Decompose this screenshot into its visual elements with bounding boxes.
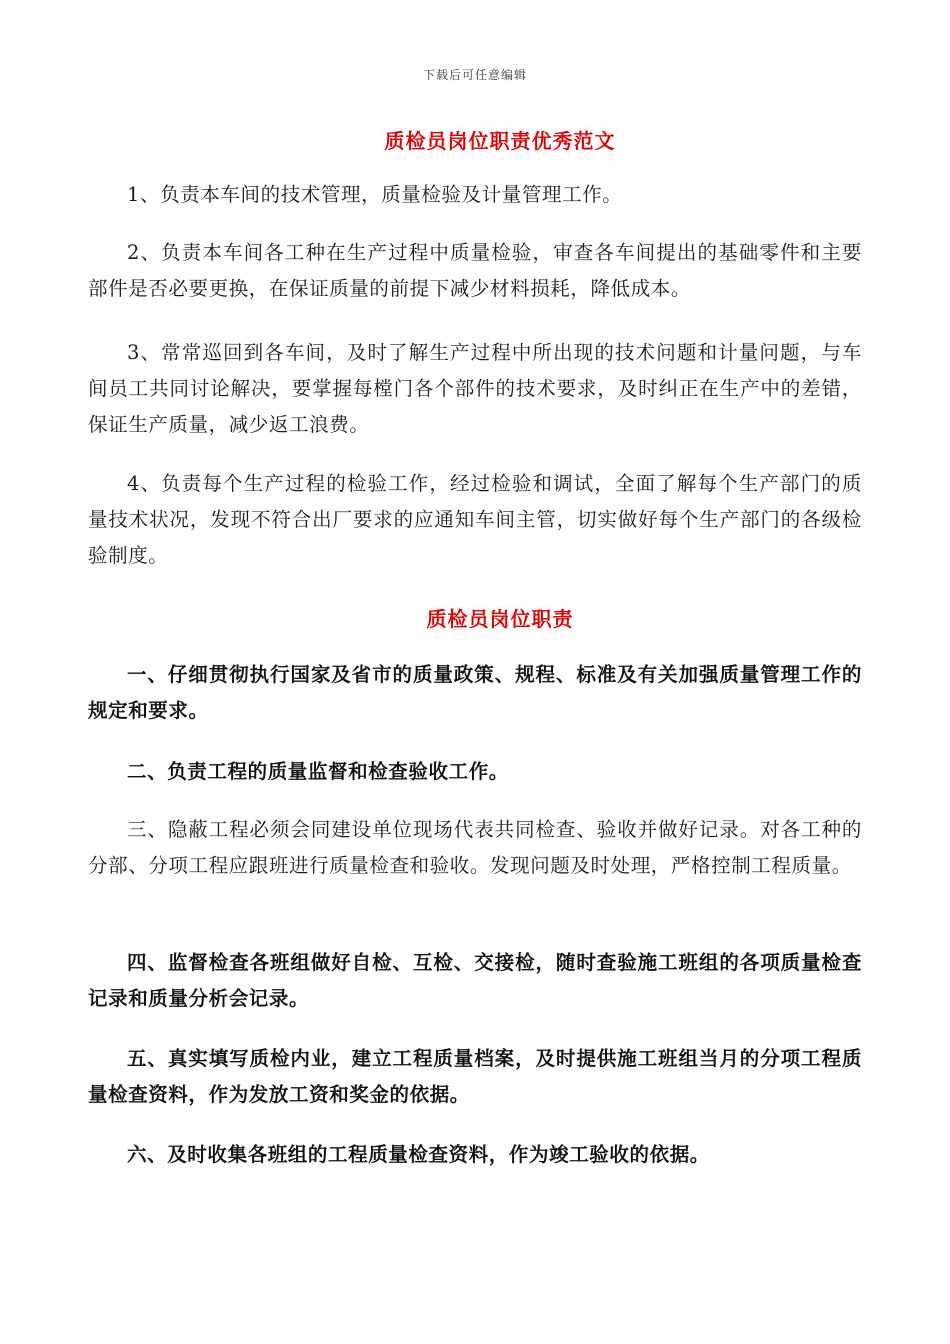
header-note: 下载后可任意编辑 [422, 68, 527, 82]
section2-paragraph-5: 五、真实填写质检内业，建立工程质量档案，及时提供施工班组当月的分项工程质量检查资料，作为发放工资和奖金的依据。 [88, 1047, 862, 1106]
section2-paragraph-6: 六、及时收集各班组的工程质量检查资料，作为竣工验收的依据。 [127, 1143, 710, 1166]
section1-paragraph-4: 4、负责每个生产过程的检验工作，经过检验和调试，全面了解每个生产部门的质量技术状况，发现不符合出厂要求的应通知车间主管，切实做好每个生产部门的各级检验制度。 [88, 472, 862, 567]
section2-paragraph-2: 二、负责工程的质量监督和检查验收工作。 [127, 760, 509, 783]
section1-paragraph-2: 2、负责本车间各工种在生产过程中质量检验，审查各车间提出的基础零件和主要部件是否必要更换，在保证质量的前提下减少材料损耗，降低成本。 [88, 241, 862, 300]
section2-paragraph-4: 四、监督检查各班组做好自检、互检、交接检，随时查验施工班组的各项质量检查记录和质量分析会记录。 [88, 951, 862, 1010]
section1-paragraph-1: 1、负责本车间的技术管理，质量检验及计量管理工作。 [127, 183, 623, 206]
section2-paragraph-1: 一、仔细贯彻执行国家及省市的质量政策、规程、标准及有关加强质量管理工作的规定和要求。 [88, 663, 862, 722]
section1-paragraph-3: 3、常常巡回到各车间，及时了解生产过程中所出现的技术问题和计量问题，与车间员工共同讨论解决，要掌握每樘门各个部件的技术要求，及时纠正在生产中的差错，保证生产质量，减少返工浪费。 [88, 341, 862, 436]
section1-title: 质检员岗位职责优秀范文 [384, 129, 616, 153]
section2-title: 质检员岗位职责 [426, 607, 574, 631]
section2-paragraph-3: 三、隐蔽工程必须会同建设单位现场代表共同检查、验收并做好记录。对各工种的分部、分项工程应跟班进行质量检查和验收。发现问题及时处理，严格控制工程质量。 [88, 818, 862, 877]
